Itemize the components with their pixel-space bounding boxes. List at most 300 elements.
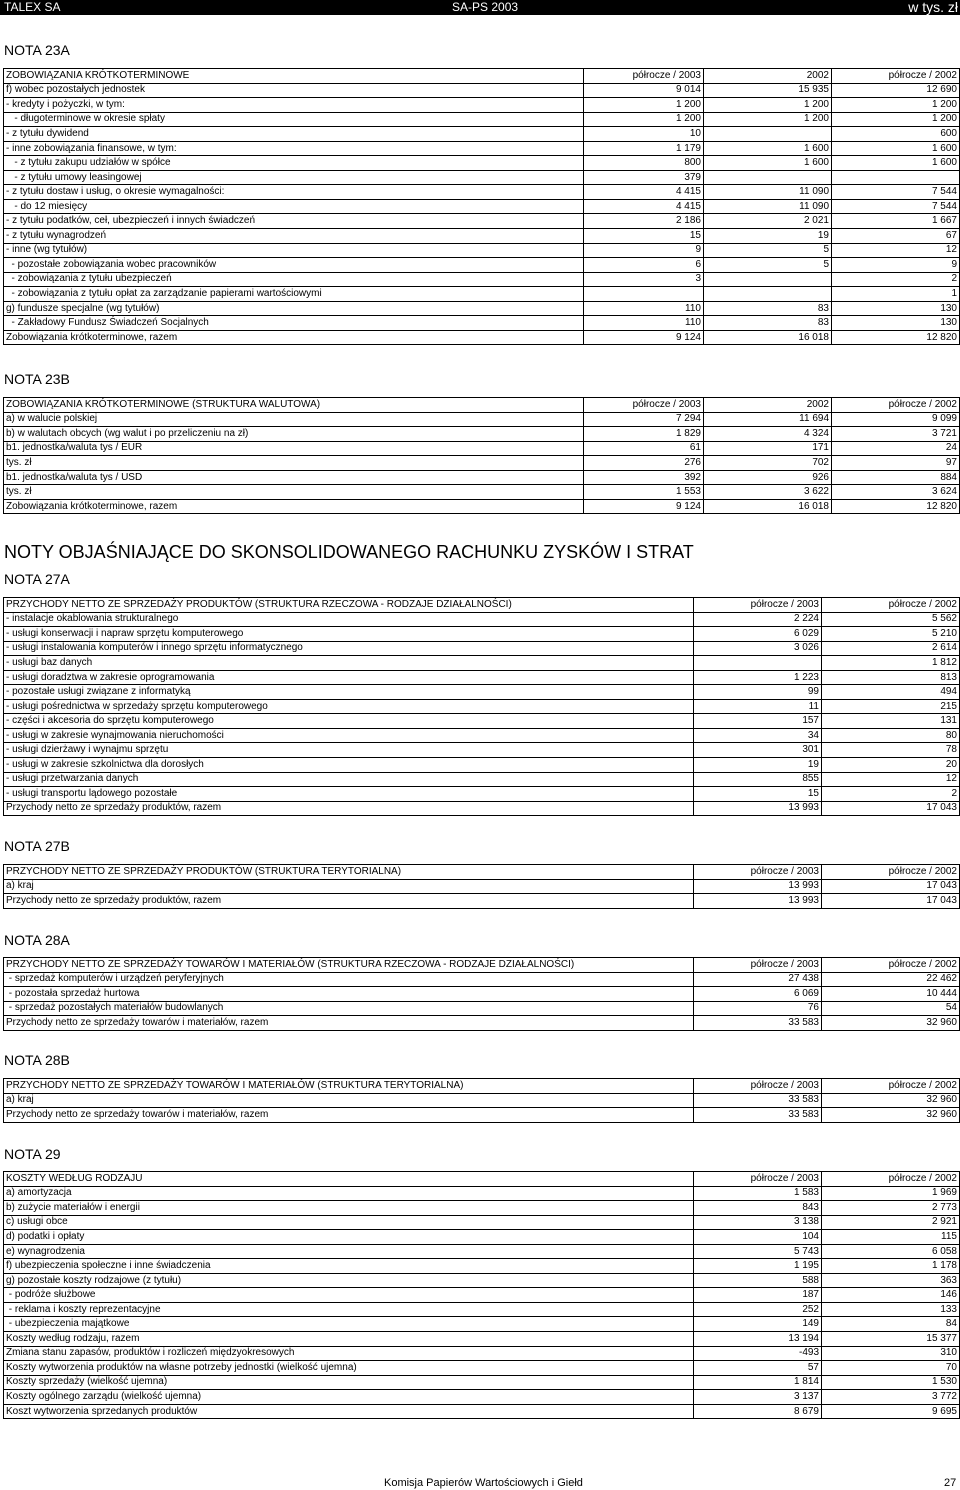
value-cell: 3 137 (694, 1390, 822, 1405)
row-label: - instalacje okablowania strukturalnego (4, 612, 694, 627)
value-cell: 187 (694, 1288, 822, 1303)
table-row (4, 1093, 960, 1108)
table-header-row (4, 69, 960, 84)
row-label: - usługi konserwacji i napraw sprzętu komputerowego (4, 627, 694, 642)
table-row (4, 229, 960, 244)
value-cell: 1 829 (584, 427, 704, 442)
value-cell (704, 287, 832, 302)
note-table (3, 957, 960, 1031)
row-label: - usługi w zakresie wynajmowania nieruchomości (4, 728, 694, 743)
value-cell: półrocze / 2002 (822, 1079, 960, 1094)
table-row (4, 1317, 960, 1332)
row-label: - z tytułu umowy leasingowej (4, 170, 584, 185)
row-label: - zobowiązania z tytułu ubezpieczeń (4, 272, 584, 287)
row-label: PRZYCHODY NETTO ZE SPRZEDAŻY TOWARÓW I MATERIAŁÓW (STRUKTURA RZECZOWA - RODZAJE DZIAŁALNOŚCI) (4, 958, 694, 973)
value-cell: 130 (832, 316, 960, 331)
value-cell: 17 043 (822, 801, 960, 816)
value-cell: 11 694 (704, 412, 832, 427)
value-cell (704, 127, 832, 142)
footer-publisher: Komisja Papierów Wartościowych i Giełd (384, 1477, 583, 1489)
value-cell: 13 993 (694, 894, 822, 909)
note-table (3, 397, 960, 514)
value-cell: 24 (832, 441, 960, 456)
value-cell: 1 178 (822, 1259, 960, 1274)
row-label: - usługi doradztwa w zakresie oprogramowania (4, 670, 694, 685)
value-cell: 1 223 (694, 670, 822, 685)
value-cell: półrocze / 2002 (822, 598, 960, 613)
row-label: - inne zobowiązania finansowe, w tym: (4, 141, 584, 156)
value-cell: 1 195 (694, 1259, 822, 1274)
table-row (4, 499, 960, 514)
page-number: 27 (944, 1477, 957, 1489)
value-cell: 7 544 (832, 199, 960, 214)
value-cell: 215 (822, 699, 960, 714)
table-row (4, 98, 960, 113)
value-cell: 133 (822, 1302, 960, 1317)
note-title: NOTA 27B (4, 838, 70, 854)
value-cell: 1 600 (704, 156, 832, 171)
value-cell: 2002 (704, 69, 832, 84)
table-row (4, 801, 960, 816)
value-cell: 19 (694, 758, 822, 773)
table-row (4, 1404, 960, 1419)
row-label: a) amortyzacja (4, 1186, 694, 1201)
table-row (4, 199, 960, 214)
value-cell: 3 721 (832, 427, 960, 442)
table-row (4, 456, 960, 471)
table-row (4, 1288, 960, 1303)
row-label: - sprzedaż komputerów i urządzeń peryferyjnych (4, 972, 694, 987)
row-label: - usługi przetwarzania danych (4, 772, 694, 787)
value-cell: 1 200 (832, 112, 960, 127)
value-cell: 3 772 (822, 1390, 960, 1405)
value-cell: 363 (822, 1273, 960, 1288)
row-label: f) ubezpieczenia społeczne i inne świadczenia (4, 1259, 694, 1274)
row-label: - z tytułu wynagrodzeń (4, 229, 584, 244)
row-label: g) fundusze specjalne (wg tytułów) (4, 301, 584, 316)
value-cell (584, 287, 704, 302)
row-label: - z tytułu zakupu udziałów w spółce (4, 156, 584, 171)
table-row (4, 772, 960, 787)
table-row (4, 1273, 960, 1288)
table-header-row (4, 598, 960, 613)
value-cell: 494 (822, 685, 960, 700)
value-cell: 54 (822, 1001, 960, 1016)
row-label: - długoterminowe w okresie spłaty (4, 112, 584, 127)
value-cell: 843 (694, 1201, 822, 1216)
table-header-row (4, 1172, 960, 1187)
row-label: - podróże służbowe (4, 1288, 694, 1303)
row-label: a) kraj (4, 1093, 694, 1108)
value-cell (694, 656, 822, 671)
table-row (4, 1375, 960, 1390)
value-cell: 2 773 (822, 1201, 960, 1216)
row-label: - usługi baz danych (4, 656, 694, 671)
value-cell: 12 (832, 243, 960, 258)
value-cell: 33 583 (694, 1093, 822, 1108)
row-label: Koszty wytworzenia produktów na własne potrzeby jednostki (wielkość ujemna) (4, 1361, 694, 1376)
currency-unit: w tys. zł (908, 0, 958, 15)
value-cell: półrocze / 2002 (822, 1172, 960, 1187)
table-row (4, 1215, 960, 1230)
table-row (4, 112, 960, 127)
value-cell: 3 622 (704, 485, 832, 500)
row-label: - Zakładowy Fundusz Świadczeń Socjalnych (4, 316, 584, 331)
value-cell: 8 679 (694, 1404, 822, 1419)
value-cell: 13 194 (694, 1332, 822, 1347)
table-row (4, 412, 960, 427)
value-cell: 4 415 (584, 199, 704, 214)
value-cell: 11 090 (704, 185, 832, 200)
row-label: g) pozostałe koszty rodzajowe (z tytułu) (4, 1273, 694, 1288)
value-cell: 813 (822, 670, 960, 685)
value-cell: 5 562 (822, 612, 960, 627)
value-cell: 884 (832, 470, 960, 485)
table-row (4, 879, 960, 894)
value-cell: -493 (694, 1346, 822, 1361)
row-label: - z tytułu dostaw i usług, o okresie wymagalności: (4, 185, 584, 200)
value-cell: 2 614 (822, 641, 960, 656)
value-cell: półrocze / 2002 (822, 865, 960, 880)
value-cell: 3 026 (694, 641, 822, 656)
row-label: Koszty ogólnego zarządu (wielkość ujemna) (4, 1390, 694, 1405)
table-row (4, 1332, 960, 1347)
table-row (4, 758, 960, 773)
value-cell: 1 553 (584, 485, 704, 500)
table-row (4, 714, 960, 729)
row-label: - pozostała sprzedaż hurtowa (4, 987, 694, 1002)
row-label: d) podatki i opłaty (4, 1230, 694, 1245)
table-row (4, 272, 960, 287)
value-cell: 392 (584, 470, 704, 485)
value-cell: 1 (832, 287, 960, 302)
table-header-row (4, 398, 960, 413)
value-cell: 22 462 (822, 972, 960, 987)
table-row (4, 243, 960, 258)
row-label: e) wynagrodzenia (4, 1244, 694, 1259)
value-cell: 15 377 (822, 1332, 960, 1347)
value-cell: 1 200 (584, 98, 704, 113)
value-cell: 1 667 (832, 214, 960, 229)
row-label: - pozostałe usługi związane z informatyką (4, 685, 694, 700)
note-table (3, 1171, 960, 1419)
note-table (3, 1078, 960, 1123)
value-cell: półrocze / 2002 (832, 69, 960, 84)
value-cell: 84 (822, 1317, 960, 1332)
value-cell: 76 (694, 1001, 822, 1016)
company-name: TALEX SA (4, 0, 61, 14)
value-cell: półrocze / 2003 (694, 1172, 822, 1187)
value-cell: 9 695 (822, 1404, 960, 1419)
row-label: - usługi transportu lądowego pozostałe (4, 787, 694, 802)
value-cell: 1 530 (822, 1375, 960, 1390)
table-row (4, 1259, 960, 1274)
value-cell: 32 960 (822, 1016, 960, 1031)
value-cell: 1 812 (822, 656, 960, 671)
row-label: - z tytułu dywidend (4, 127, 584, 142)
value-cell: 1 600 (832, 141, 960, 156)
table-row (4, 470, 960, 485)
row-label: Przychody netto ze sprzedaży produktów, razem (4, 801, 694, 816)
value-cell: 9 124 (584, 499, 704, 514)
row-label: a) w walucie polskiej (4, 412, 584, 427)
value-cell (832, 170, 960, 185)
value-cell: 110 (584, 316, 704, 331)
row-label: b1. jednostka/waluta tys / EUR (4, 441, 584, 456)
table-row (4, 670, 960, 685)
value-cell: 110 (584, 301, 704, 316)
note-table (3, 597, 960, 816)
table-row (4, 1016, 960, 1031)
value-cell: 1 200 (704, 112, 832, 127)
value-cell: 2002 (704, 398, 832, 413)
row-label: - reklama i koszty reprezentacyjne (4, 1302, 694, 1317)
table-row (4, 728, 960, 743)
value-cell: 11 090 (704, 199, 832, 214)
value-cell: 588 (694, 1273, 822, 1288)
note-title: NOTA 23B (4, 371, 70, 387)
value-cell: 10 444 (822, 987, 960, 1002)
table-row (4, 1001, 960, 1016)
value-cell: 11 (694, 699, 822, 714)
table-row (4, 1201, 960, 1216)
value-cell: 1 814 (694, 1375, 822, 1390)
value-cell: 157 (694, 714, 822, 729)
value-cell: 19 (704, 229, 832, 244)
row-label: Koszt wytworzenia sprzedanych produktów (4, 1404, 694, 1419)
value-cell: 6 029 (694, 627, 822, 642)
value-cell: 5 210 (822, 627, 960, 642)
value-cell: 1 600 (832, 156, 960, 171)
row-label: b1. jednostka/waluta tys / USD (4, 470, 584, 485)
row-label: b) zużycie materiałów i energii (4, 1201, 694, 1216)
row-label: PRZYCHODY NETTO ZE SPRZEDAŻY TOWARÓW I MATERIAŁÓW (STRUKTURA TERYTORIALNA) (4, 1079, 694, 1094)
value-cell: 61 (584, 441, 704, 456)
value-cell: 115 (822, 1230, 960, 1245)
value-cell: 80 (822, 728, 960, 743)
value-cell: 13 993 (694, 801, 822, 816)
table-row (4, 301, 960, 316)
value-cell: 2 186 (584, 214, 704, 229)
value-cell: 104 (694, 1230, 822, 1245)
value-cell: 800 (584, 156, 704, 171)
row-label: Zobowiązania krótkoterminowe, razem (4, 330, 584, 345)
value-cell: 97 (832, 456, 960, 471)
value-cell: 16 018 (704, 330, 832, 345)
value-cell: 83 (704, 301, 832, 316)
table-row (4, 1244, 960, 1259)
value-cell: 27 438 (694, 972, 822, 987)
value-cell: półrocze / 2003 (584, 398, 704, 413)
value-cell: półrocze / 2003 (584, 69, 704, 84)
note-title: NOTA 23A (4, 42, 70, 58)
value-cell: 131 (822, 714, 960, 729)
table-row (4, 1108, 960, 1123)
row-label: - z tytułu podatków, ceł, ubezpieczeń i innych świadczeń (4, 214, 584, 229)
table-row (4, 156, 960, 171)
value-cell: 1 200 (584, 112, 704, 127)
row-label: b) w walutach obcych (wg walut i po przeliczeniu na zł) (4, 427, 584, 442)
value-cell: 146 (822, 1288, 960, 1303)
value-cell: 33 583 (694, 1108, 822, 1123)
value-cell: 12 820 (832, 499, 960, 514)
table-row (4, 1361, 960, 1376)
table-row (4, 427, 960, 442)
value-cell: 15 (694, 787, 822, 802)
row-label: f) wobec pozostałych jednostek (4, 83, 584, 98)
value-cell: półrocze / 2003 (694, 865, 822, 880)
row-label: - inne (wg tytułów) (4, 243, 584, 258)
note-title: NOTA 27A (4, 571, 70, 587)
row-label: c) usługi obce (4, 1215, 694, 1230)
table-row (4, 627, 960, 642)
value-cell: 99 (694, 685, 822, 700)
value-cell: 2 021 (704, 214, 832, 229)
table-row (4, 214, 960, 229)
row-label: Przychody netto ze sprzedaży towarów i materiałów, razem (4, 1016, 694, 1031)
value-cell: 2 224 (694, 612, 822, 627)
value-cell: 252 (694, 1302, 822, 1317)
value-cell: 12 (822, 772, 960, 787)
row-label: - ubezpieczenia majątkowe (4, 1317, 694, 1332)
row-label: - sprzedaż pozostałych materiałów budowlanych (4, 1001, 694, 1016)
table-row (4, 316, 960, 331)
value-cell: 1 200 (832, 98, 960, 113)
value-cell: 13 993 (694, 879, 822, 894)
value-cell: 9 014 (584, 83, 704, 98)
table-row (4, 330, 960, 345)
value-cell: 379 (584, 170, 704, 185)
value-cell: 83 (704, 316, 832, 331)
value-cell: 4 415 (584, 185, 704, 200)
value-cell: 130 (832, 301, 960, 316)
value-cell: 20 (822, 758, 960, 773)
value-cell: 78 (822, 743, 960, 758)
value-cell: 171 (704, 441, 832, 456)
table-row (4, 641, 960, 656)
note-title: NOTA 28A (4, 932, 70, 948)
value-cell: 34 (694, 728, 822, 743)
value-cell: 9 099 (832, 412, 960, 427)
row-label: Przychody netto ze sprzedaży produktów, razem (4, 894, 694, 909)
row-label: - zobowiązania z tytułu opłat za zarządzanie papierami wartościowymi (4, 287, 584, 302)
row-label: - usługi instalowania komputerów i innego sprzętu informatycznego (4, 641, 694, 656)
value-cell: 33 583 (694, 1016, 822, 1031)
value-cell: 9 (832, 258, 960, 273)
table-row (4, 1346, 960, 1361)
table-row (4, 787, 960, 802)
table-row (4, 699, 960, 714)
value-cell: 4 324 (704, 427, 832, 442)
row-label: - usługi w zakresie szkolnictwa dla dorosłych (4, 758, 694, 773)
value-cell: 12 820 (832, 330, 960, 345)
value-cell: półrocze / 2003 (694, 1079, 822, 1094)
value-cell: 70 (822, 1361, 960, 1376)
table-row (4, 185, 960, 200)
note-table (3, 864, 960, 909)
value-cell: 6 069 (694, 987, 822, 1002)
value-cell: 67 (832, 229, 960, 244)
value-cell: 1 969 (822, 1186, 960, 1201)
section-heading: NOTY OBJAŚNIAJĄCE DO SKONSOLIDOWANEGO RACHUNKU ZYSKÓW I STRAT (4, 542, 694, 562)
note-table (3, 68, 960, 345)
table-row (4, 656, 960, 671)
value-cell: półrocze / 2002 (832, 398, 960, 413)
row-label: Koszty według rodzaju, razem (4, 1332, 694, 1347)
value-cell: 6 058 (822, 1244, 960, 1259)
value-cell: 600 (832, 127, 960, 142)
note-title: NOTA 28B (4, 1052, 70, 1068)
row-label: - usługi dzierżawy i wynajmu sprzętu (4, 743, 694, 758)
table-row (4, 1390, 960, 1405)
table-header-row (4, 958, 960, 973)
value-cell: 9 (584, 243, 704, 258)
table-header-row (4, 865, 960, 880)
row-label: - części i akcesoria do sprzętu komputerowego (4, 714, 694, 729)
row-label: - pozostałe zobowiązania wobec pracowników (4, 258, 584, 273)
value-cell: 32 960 (822, 1093, 960, 1108)
table-row (4, 485, 960, 500)
value-cell: 2 (822, 787, 960, 802)
table-row (4, 287, 960, 302)
value-cell: 5 (704, 258, 832, 273)
value-cell: półrocze / 2003 (694, 958, 822, 973)
table-row (4, 83, 960, 98)
value-cell: 7 544 (832, 185, 960, 200)
row-label: ZOBOWIĄZANIA KRÓTKOTERMINOWE (4, 69, 584, 84)
table-row (4, 894, 960, 909)
value-cell: 2 (832, 272, 960, 287)
row-label: PRZYCHODY NETTO ZE SPRZEDAŻY PRODUKTÓW (STRUKTURA RZECZOWA - RODZAJE DZIAŁALNOŚCI) (4, 598, 694, 613)
row-label: Przychody netto ze sprzedaży towarów i materiałów, razem (4, 1108, 694, 1123)
row-label: - usługi pośrednictwa w sprzedaży sprzętu komputerowego (4, 699, 694, 714)
table-row (4, 441, 960, 456)
value-cell: 1 179 (584, 141, 704, 156)
value-cell: 3 (584, 272, 704, 287)
value-cell: 7 294 (584, 412, 704, 427)
value-cell: 149 (694, 1317, 822, 1332)
value-cell: 16 018 (704, 499, 832, 514)
row-label: tys. zł (4, 456, 584, 471)
value-cell: 926 (704, 470, 832, 485)
value-cell: 310 (822, 1346, 960, 1361)
value-cell: 3 138 (694, 1215, 822, 1230)
row-label: Koszty sprzedaży (wielkość ujemna) (4, 1375, 694, 1390)
row-label: PRZYCHODY NETTO ZE SPRZEDAŻY PRODUKTÓW (STRUKTURA TERYTORIALNA) (4, 865, 694, 880)
row-label: KOSZTY WEDŁUG RODZAJU (4, 1172, 694, 1187)
value-cell (704, 170, 832, 185)
value-cell: 5 743 (694, 1244, 822, 1259)
value-cell: 10 (584, 127, 704, 142)
table-row (4, 1230, 960, 1245)
row-label: Zmiana stanu zapasów, produktów i rozliczeń międzyokresowych (4, 1346, 694, 1361)
row-label: ZOBOWIĄZANIA KRÓTKOTERMINOWE (STRUKTURA WALUTOWA) (4, 398, 584, 413)
value-cell: 17 043 (822, 879, 960, 894)
table-row (4, 258, 960, 273)
row-label: a) kraj (4, 879, 694, 894)
value-cell: 57 (694, 1361, 822, 1376)
table-row (4, 987, 960, 1002)
table-row (4, 612, 960, 627)
table-row (4, 972, 960, 987)
value-cell: 702 (704, 456, 832, 471)
value-cell: 17 043 (822, 894, 960, 909)
table-row (4, 743, 960, 758)
value-cell: półrocze / 2002 (822, 958, 960, 973)
page-header-bar (0, 0, 960, 15)
row-label: Zobowiązania krótkoterminowe, razem (4, 499, 584, 514)
table-row (4, 685, 960, 700)
